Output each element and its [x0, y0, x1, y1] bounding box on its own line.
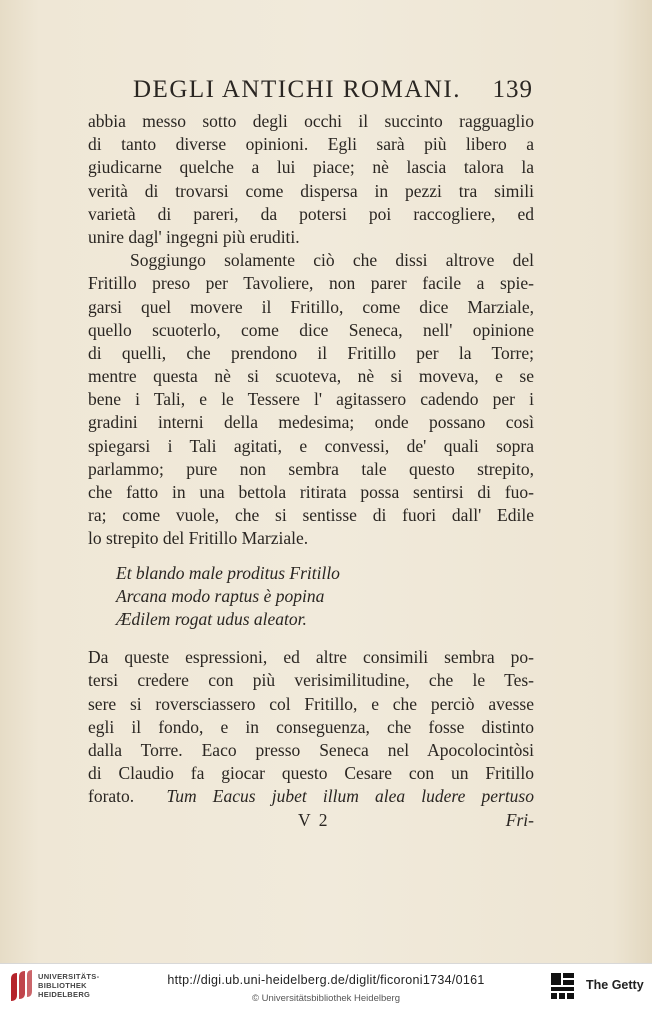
text-line: varietà di pareri, da potersi poi raccogliere, ed — [88, 203, 534, 224]
text-line: spiegarsi i Tali agitati, e convessi, de' quali sopra — [88, 435, 534, 456]
paragraph-1 — [88, 110, 534, 249]
catchword: Fri- — [505, 810, 534, 831]
text-line: quello scuoterlo, come dice Seneca, nell' opinione — [88, 319, 534, 340]
text-line: Soggiungo solamente ciò che dissi altrove del — [130, 250, 534, 271]
verse-line: Arcana modo raptus è popina — [116, 585, 325, 606]
text-line: abbia messo sotto degli occhi il succinto ragguaglio — [88, 111, 534, 131]
text-line: ra; come vuole, che si sentisse di fuori dall' Edile — [88, 505, 534, 526]
verse-line: Et blando male proditus Fritillo — [116, 562, 340, 583]
text-line: Fritillo preso per Tavoliere, non parer facile a spie- — [88, 273, 534, 294]
text-line: Da queste espressioni, ed altre consimili sembra po- — [88, 647, 534, 668]
text-line: dalla Torre. Eaco presso Seneca nel Apocolocintòsi — [88, 739, 534, 760]
text-line — [88, 785, 534, 808]
running-title: DEGLI ANTICHI ROMANI. — [133, 76, 461, 103]
paragraph-2 — [88, 249, 534, 550]
text-line: parlammo; pure non sembra tale questo strepito, — [88, 458, 534, 479]
text-line: sere si roversciassero col Fritillo, e che perciò avesse — [88, 693, 534, 714]
page-number: 139 — [492, 76, 533, 103]
text-line: mentre questa nè si scuoteva, nè si moveva, e se — [88, 366, 534, 387]
text-line: egli il fondo, e in conseguenza, che fosse distinto — [88, 716, 534, 737]
text-line: unire dagl' ingegni più eruditi. — [88, 226, 300, 247]
running-header — [133, 76, 533, 104]
text-line: giudicarne quelche a lui piace; nè lascia talora la — [88, 157, 534, 178]
text-line: che fatto in una bettola ritirata possa sentirsi di fuo- — [88, 482, 534, 502]
viewer-footer-bar — [0, 963, 652, 1010]
getty-logo-icon[interactable] — [549, 971, 576, 1001]
text-line: lo strepito del Fritillo Marziale. — [88, 528, 309, 549]
partner-name: The Getty — [586, 978, 644, 992]
copyright-notice: © Universitätsbibliothek Heidelberg — [252, 993, 400, 1004]
permalink-url[interactable]: http://digi.ub.uni-heidelberg.de/diglit/ficoroni1734/0161 — [167, 973, 485, 987]
text-line: tersi credere con più verisimilitudine, che le Tes- — [88, 670, 534, 691]
text-line: gradini interni della medesima; onde possano così — [88, 412, 534, 433]
text-line: garsi quel movere il Fritillo, come dice Marziale, — [88, 296, 534, 317]
text-line: di Claudio fa giocar questo Cesare con un Fritillo — [88, 763, 534, 784]
signature-mark: V 2 — [298, 810, 330, 831]
text-line: di tanto diverse opinioni. Egli sarà più libero a — [88, 134, 534, 155]
paragraph-3 — [88, 646, 534, 808]
body-text — [88, 110, 534, 832]
verse-line: Ædilem rogat udus aleator. — [116, 608, 307, 629]
roman-text: forato. — [88, 786, 135, 807]
text-line: verità di trovarsi come dispersa in pezzi tra simili — [88, 180, 534, 201]
text-line: bene i Tali, e le Tessere l' agitassero cadendo per i — [88, 389, 534, 410]
text-line: di quelli, che prendono il Fritillo per la Torre; — [88, 342, 534, 363]
latin-quotation: Tum Eacus jubet illum alea ludere pertuso — [166, 786, 534, 807]
library-name: UNIVERSITÄTS- BIBLIOTHEK HEIDELBERG — [38, 972, 100, 999]
verse-quotation — [88, 562, 534, 632]
page-footer — [88, 808, 534, 832]
